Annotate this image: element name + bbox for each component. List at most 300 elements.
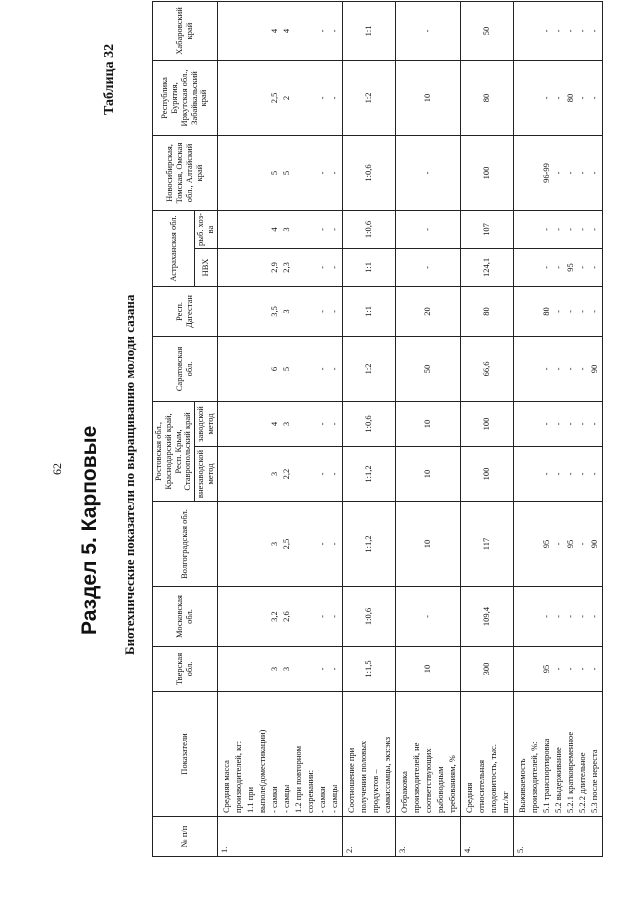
value-line: - bbox=[576, 422, 587, 426]
table-row bbox=[342, 1, 395, 856]
value-line: 3 bbox=[280, 666, 291, 672]
value-line bbox=[220, 250, 232, 285]
value-line: 2,5 bbox=[268, 92, 279, 104]
value-line bbox=[256, 212, 268, 247]
value-cell: 300 bbox=[460, 647, 513, 692]
value-line bbox=[244, 588, 256, 645]
value-line bbox=[528, 503, 540, 585]
value-line bbox=[256, 250, 268, 285]
value-cell: 1:1 bbox=[342, 248, 395, 286]
parameter-line: 5.2 выдерживание bbox=[552, 747, 563, 813]
value-line bbox=[244, 3, 256, 59]
value-line: - bbox=[564, 310, 575, 313]
value-line: - bbox=[564, 667, 575, 671]
section-title: Раздел 5. Карповые bbox=[78, 425, 101, 635]
value-cell bbox=[513, 248, 602, 286]
value-line: 2,2 bbox=[280, 468, 291, 480]
value-cell: 50 bbox=[395, 336, 460, 401]
value-line bbox=[528, 250, 540, 285]
value-line: - bbox=[316, 472, 327, 476]
value-line: - bbox=[564, 29, 575, 33]
value-cell bbox=[217, 135, 342, 210]
table-row bbox=[460, 1, 513, 856]
value-cell: 1:2 bbox=[342, 60, 395, 135]
value-cell bbox=[217, 248, 342, 286]
value-line bbox=[304, 338, 316, 400]
value-cell: 10 bbox=[395, 647, 460, 692]
value-line bbox=[304, 250, 316, 285]
value-line: - bbox=[328, 96, 339, 100]
value-cell bbox=[217, 401, 342, 446]
parameter-line: производителей, не bbox=[410, 742, 421, 813]
value-line: - bbox=[588, 266, 599, 269]
parameter-line: Средняя масса bbox=[220, 760, 231, 813]
row-number: 3. bbox=[395, 817, 460, 857]
value-line: - bbox=[328, 542, 339, 546]
value-line: - bbox=[540, 472, 551, 476]
value-line: - bbox=[552, 472, 563, 476]
parameter-line: производителей, кг: bbox=[232, 740, 243, 813]
value-line bbox=[304, 3, 316, 59]
value-cell: 109,4 bbox=[460, 587, 513, 647]
row-number: 4. bbox=[460, 817, 513, 857]
value-cell: 1:1,2 bbox=[342, 447, 395, 502]
parameter-line: созревании: bbox=[304, 769, 315, 813]
value-line: - bbox=[552, 266, 563, 269]
value-line: - bbox=[588, 29, 599, 33]
parameter-line: 5.2.1 кратковременное bbox=[564, 731, 575, 813]
value-cell: 10 bbox=[395, 447, 460, 502]
value-cell bbox=[513, 210, 602, 248]
value-line: 3 bbox=[268, 471, 279, 477]
value-cell: 100 bbox=[460, 447, 513, 502]
value-line: - bbox=[316, 171, 327, 175]
value-line bbox=[244, 503, 256, 585]
value-line: - bbox=[576, 615, 587, 618]
value-line: - bbox=[316, 96, 327, 100]
parameter-line: Выживаемость bbox=[516, 758, 527, 813]
header-astrakhan: Астраханская обл. bbox=[153, 210, 195, 286]
value-line: 2 bbox=[280, 95, 291, 101]
value-line: 4 bbox=[268, 28, 279, 34]
value-line bbox=[292, 503, 304, 585]
value-line: - bbox=[328, 667, 339, 671]
value-line: - bbox=[552, 29, 563, 33]
value-line bbox=[516, 503, 528, 585]
value-line bbox=[292, 403, 304, 445]
value-line bbox=[304, 588, 316, 645]
value-line bbox=[516, 448, 528, 500]
value-line bbox=[516, 403, 528, 445]
value-line: - bbox=[564, 472, 575, 476]
header-moscow: Московская обл. bbox=[153, 587, 218, 647]
value-line: 95 bbox=[540, 664, 551, 674]
value-line bbox=[220, 338, 232, 400]
value-cell: 1:1 bbox=[342, 1, 395, 60]
value-line bbox=[232, 288, 244, 335]
value-line bbox=[304, 403, 316, 445]
value-line bbox=[304, 288, 316, 335]
value-line: - bbox=[552, 422, 563, 426]
value-line: - bbox=[328, 29, 339, 33]
value-line bbox=[232, 648, 244, 690]
value-line bbox=[528, 448, 540, 500]
value-line: - bbox=[328, 615, 339, 618]
parameter-line: - самцы bbox=[280, 784, 291, 813]
row-number: 5. bbox=[513, 817, 602, 857]
value-line bbox=[516, 137, 528, 209]
header-rostov-sub1: внезаводской метод bbox=[195, 447, 218, 502]
value-line: - bbox=[328, 228, 339, 231]
parameter-line: производителей, %: bbox=[528, 741, 539, 813]
value-line: - bbox=[576, 29, 587, 33]
header-num: № п/п bbox=[153, 817, 218, 857]
value-line: 4 bbox=[280, 28, 291, 34]
value-line bbox=[232, 62, 244, 134]
value-cell: 117 bbox=[460, 502, 513, 587]
header-buryatia: Республика Бурятия, Иркутская обл., Забайкальский край bbox=[153, 60, 218, 135]
value-line bbox=[292, 3, 304, 59]
value-line: - bbox=[552, 542, 563, 546]
parameter-line: 5.2.2 длительное bbox=[576, 752, 587, 813]
value-line bbox=[220, 503, 232, 585]
value-cell: 1:1 bbox=[342, 286, 395, 336]
value-line bbox=[232, 3, 244, 59]
header-saratov: Саратовская обл. bbox=[153, 336, 218, 401]
value-line: - bbox=[328, 422, 339, 426]
value-line: 2,9 bbox=[268, 262, 279, 273]
value-line bbox=[292, 250, 304, 285]
value-line: - bbox=[316, 310, 327, 313]
row-parameter bbox=[342, 692, 395, 817]
value-line bbox=[528, 212, 540, 247]
value-line: - bbox=[316, 542, 327, 546]
header-param: Показатели bbox=[153, 692, 218, 817]
value-line: - bbox=[552, 228, 563, 231]
value-line bbox=[220, 62, 232, 134]
value-line: 2,5 bbox=[280, 538, 291, 550]
row-number: 2. bbox=[342, 817, 395, 857]
value-cell bbox=[513, 587, 602, 647]
value-cell: 107 bbox=[460, 210, 513, 248]
parameter-line: 1.1 при bbox=[244, 786, 255, 813]
value-cell bbox=[513, 647, 602, 692]
value-cell: 1:0,6 bbox=[342, 135, 395, 210]
value-line: - bbox=[552, 367, 563, 371]
value-cell: - bbox=[395, 587, 460, 647]
value-line: - bbox=[576, 472, 587, 476]
value-line: 5 bbox=[280, 366, 291, 372]
header-volgograd: Волгоградская обл. bbox=[153, 502, 218, 587]
value-line bbox=[244, 137, 256, 209]
value-cell: 1:0,6 bbox=[342, 210, 395, 248]
value-line bbox=[244, 403, 256, 445]
value-cell: 124,1 bbox=[460, 248, 513, 286]
parameter-line: 1.2 при повторном bbox=[292, 746, 303, 813]
value-line bbox=[528, 62, 540, 134]
value-line bbox=[220, 137, 232, 209]
value-line bbox=[256, 503, 268, 585]
value-line bbox=[220, 588, 232, 645]
value-line bbox=[292, 137, 304, 209]
row-parameter bbox=[217, 692, 342, 817]
value-line: 3 bbox=[280, 227, 291, 232]
header-khabarovsk: Хабаровский край bbox=[153, 1, 218, 60]
parameter-line: соответствующих bbox=[422, 748, 433, 813]
value-cell: 80 bbox=[460, 286, 513, 336]
row-parameter bbox=[460, 692, 513, 817]
value-line bbox=[256, 588, 268, 645]
value-line: 80 bbox=[540, 307, 551, 316]
value-cell bbox=[513, 1, 602, 60]
value-line: 96-99 bbox=[540, 163, 551, 183]
value-line: 2,3 bbox=[280, 262, 291, 273]
row-parameter bbox=[395, 692, 460, 817]
value-cell bbox=[217, 587, 342, 647]
value-line bbox=[292, 448, 304, 500]
value-line: 6 bbox=[268, 366, 279, 372]
parameter-line: плодовитость, тыс. bbox=[487, 744, 498, 813]
value-line bbox=[220, 448, 232, 500]
value-line bbox=[244, 288, 256, 335]
value-line: - bbox=[328, 310, 339, 313]
value-cell: 20 bbox=[395, 286, 460, 336]
value-line: - bbox=[588, 228, 599, 231]
value-cell: 80 bbox=[460, 60, 513, 135]
value-line bbox=[528, 338, 540, 400]
value-line: - bbox=[316, 266, 327, 269]
value-line bbox=[304, 448, 316, 500]
value-line bbox=[304, 62, 316, 134]
value-line bbox=[220, 648, 232, 690]
value-line bbox=[528, 3, 540, 59]
value-cell: - bbox=[395, 248, 460, 286]
value-line: - bbox=[540, 29, 551, 33]
value-cell: - bbox=[395, 1, 460, 60]
row-number: 1. bbox=[217, 817, 342, 857]
value-cell bbox=[513, 60, 602, 135]
value-cell bbox=[217, 647, 342, 692]
value-line: - bbox=[576, 228, 587, 231]
header-astrakhan-sub2: рыб. хоз-ва bbox=[195, 210, 218, 248]
value-line: - bbox=[328, 171, 339, 175]
value-line: - bbox=[552, 96, 563, 100]
value-line bbox=[292, 288, 304, 335]
parameter-line: Средняя bbox=[463, 782, 474, 813]
parameter-line: - самки bbox=[316, 786, 327, 813]
value-line: - bbox=[588, 96, 599, 100]
value-line bbox=[528, 403, 540, 445]
value-line: 4 bbox=[268, 421, 279, 427]
value-line bbox=[220, 3, 232, 59]
value-cell: - bbox=[395, 135, 460, 210]
value-cell bbox=[217, 336, 342, 401]
table-title: Биотехнические показатели по выращиванию молоди сазана bbox=[122, 294, 137, 655]
value-cell: 10 bbox=[395, 502, 460, 587]
value-line bbox=[292, 62, 304, 134]
value-line bbox=[256, 137, 268, 209]
value-line bbox=[516, 62, 528, 134]
value-line bbox=[516, 212, 528, 247]
value-line: - bbox=[316, 367, 327, 371]
value-cell: - bbox=[395, 210, 460, 248]
value-cell: 10 bbox=[395, 60, 460, 135]
value-line: 90 bbox=[588, 364, 599, 374]
value-line: - bbox=[588, 667, 599, 671]
value-line bbox=[244, 448, 256, 500]
value-cell: 100 bbox=[460, 401, 513, 446]
value-cell: 1:2 bbox=[342, 336, 395, 401]
value-line: - bbox=[588, 472, 599, 476]
value-line bbox=[256, 448, 268, 500]
data-table bbox=[152, 1, 603, 857]
value-line bbox=[516, 338, 528, 400]
value-line bbox=[304, 137, 316, 209]
value-line bbox=[292, 648, 304, 690]
value-line: - bbox=[576, 667, 587, 671]
value-line bbox=[516, 3, 528, 59]
value-line: - bbox=[328, 367, 339, 371]
value-line bbox=[232, 503, 244, 585]
value-line bbox=[256, 62, 268, 134]
value-line bbox=[244, 212, 256, 247]
table-row bbox=[395, 1, 460, 856]
value-cell: 10 bbox=[395, 401, 460, 446]
value-cell: 66,6 bbox=[460, 336, 513, 401]
value-line: - bbox=[576, 96, 587, 100]
value-cell bbox=[513, 401, 602, 446]
value-line: - bbox=[564, 171, 575, 175]
value-line bbox=[220, 288, 232, 335]
value-line: - bbox=[552, 615, 563, 618]
value-line bbox=[232, 338, 244, 400]
value-line: - bbox=[564, 615, 575, 618]
value-line: - bbox=[316, 422, 327, 426]
parameter-line: - самки bbox=[268, 786, 279, 813]
table-row bbox=[217, 1, 342, 856]
value-line bbox=[304, 503, 316, 585]
header-astrakhan-sub1: НВХ bbox=[195, 248, 218, 286]
value-line: - bbox=[540, 615, 551, 618]
parameter-line: рыбоводным bbox=[434, 766, 445, 813]
value-line bbox=[244, 250, 256, 285]
value-line: - bbox=[564, 422, 575, 426]
value-line bbox=[256, 288, 268, 335]
value-line: - bbox=[552, 171, 563, 175]
value-cell bbox=[513, 502, 602, 587]
value-cell: 1:1,2 bbox=[342, 502, 395, 587]
value-cell bbox=[513, 336, 602, 401]
value-cell: 1:1,5 bbox=[342, 647, 395, 692]
value-line: - bbox=[316, 615, 327, 618]
value-cell bbox=[217, 1, 342, 60]
value-line bbox=[232, 448, 244, 500]
parameter-line: 5.1 транспортировка bbox=[540, 738, 551, 813]
value-line: - bbox=[540, 266, 551, 269]
value-line: - bbox=[576, 542, 587, 546]
value-line bbox=[232, 403, 244, 445]
value-line bbox=[528, 588, 540, 645]
value-line bbox=[516, 588, 528, 645]
value-line: 3,5 bbox=[268, 306, 279, 317]
value-line: - bbox=[576, 266, 587, 269]
value-line: 95 bbox=[564, 539, 575, 549]
value-cell bbox=[217, 286, 342, 336]
value-line: 2,6 bbox=[280, 611, 291, 622]
value-cell: 1:0,6 bbox=[342, 587, 395, 647]
value-line bbox=[292, 588, 304, 645]
value-line: - bbox=[564, 367, 575, 371]
value-line: - bbox=[576, 310, 587, 313]
parameter-line: выполе(доместикации) bbox=[256, 729, 267, 813]
value-line bbox=[304, 212, 316, 247]
value-line: - bbox=[552, 310, 563, 313]
page-number: 62 bbox=[50, 463, 64, 475]
value-line bbox=[516, 288, 528, 335]
value-line bbox=[220, 212, 232, 247]
value-cell bbox=[513, 135, 602, 210]
value-line: 95 bbox=[564, 263, 575, 272]
value-line: - bbox=[540, 96, 551, 100]
parameter-line: продуктов – bbox=[369, 769, 380, 813]
value-line: - bbox=[576, 367, 587, 371]
value-line: - bbox=[588, 310, 599, 313]
value-line: - bbox=[540, 367, 551, 371]
parameter-line: Соотношение при bbox=[345, 747, 356, 813]
value-line bbox=[244, 62, 256, 134]
value-line: 3 bbox=[280, 421, 291, 427]
value-line: 4 bbox=[268, 227, 279, 232]
value-cell bbox=[217, 447, 342, 502]
value-line: - bbox=[588, 615, 599, 618]
value-line: - bbox=[540, 228, 551, 231]
value-line bbox=[516, 648, 528, 690]
value-line: - bbox=[328, 266, 339, 269]
value-line bbox=[256, 403, 268, 445]
value-line: - bbox=[552, 667, 563, 671]
table-body bbox=[217, 1, 602, 856]
value-line: 90 bbox=[588, 539, 599, 549]
parameter-line: требованиям, % bbox=[446, 755, 457, 813]
value-line bbox=[244, 338, 256, 400]
value-line: 5 bbox=[280, 170, 291, 176]
parameter-line: получении половых bbox=[357, 740, 368, 813]
value-line bbox=[232, 250, 244, 285]
value-line: 3 bbox=[268, 541, 279, 547]
value-line bbox=[232, 137, 244, 209]
value-cell: 1:0,6 bbox=[342, 401, 395, 446]
value-line: 80 bbox=[564, 93, 575, 103]
value-cell bbox=[217, 210, 342, 248]
value-line: 3 bbox=[280, 309, 291, 314]
header-novosib: Новосибирская, Томская, Омская обл., Алтайский край bbox=[153, 135, 218, 210]
value-cell: 50 bbox=[460, 1, 513, 60]
value-line bbox=[232, 588, 244, 645]
value-cell bbox=[513, 286, 602, 336]
value-line: - bbox=[316, 667, 327, 671]
header-dagestan: Респ. Дагестан bbox=[153, 286, 218, 336]
value-line bbox=[528, 288, 540, 335]
value-line bbox=[232, 212, 244, 247]
value-line: 3,2 bbox=[268, 611, 279, 622]
value-line bbox=[292, 338, 304, 400]
value-line bbox=[304, 648, 316, 690]
value-cell bbox=[217, 502, 342, 587]
value-line bbox=[256, 648, 268, 690]
header-tver: Тверская обл. bbox=[153, 647, 218, 692]
value-line bbox=[528, 648, 540, 690]
value-line bbox=[292, 212, 304, 247]
